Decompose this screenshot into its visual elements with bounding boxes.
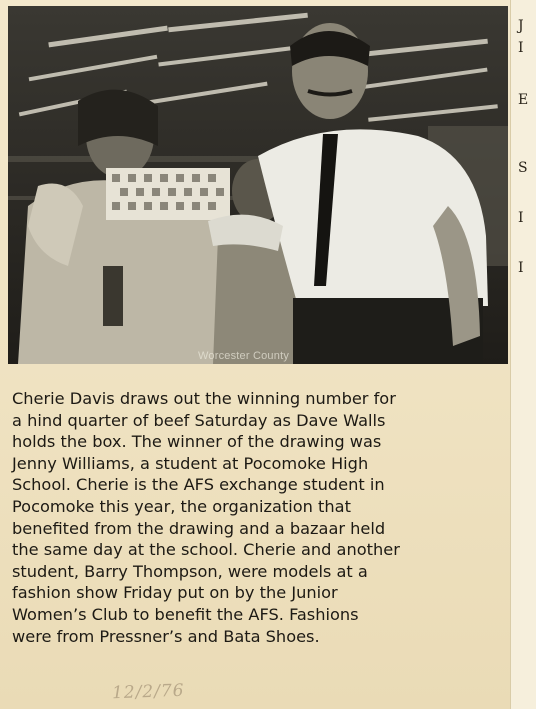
margin-fragment: S xyxy=(518,160,528,176)
caption-line: the same day at the school. Cherie and another xyxy=(12,540,400,560)
raffle-box xyxy=(106,168,230,220)
caption-line: holds the box. The winner of the drawing was xyxy=(12,432,382,452)
margin-fragment: J xyxy=(518,18,524,34)
photo-credit: Worcester County xyxy=(198,350,290,362)
margin-fragment: I xyxy=(518,260,524,276)
caption-line: were from Pressner’s and Bata Shoes. xyxy=(12,626,320,646)
handwritten-date: 12/2/76 xyxy=(111,680,185,704)
caption-line: School. Cherie is the AFS exchange student in xyxy=(12,475,385,495)
caption-line: Cherie Davis draws out the winning number for xyxy=(12,389,396,408)
caption-line: benefited from the drawing and a bazaar held xyxy=(12,518,386,538)
margin-fragment: I xyxy=(518,210,524,226)
caption-line: fashion show Friday put on by the Junior xyxy=(12,583,338,603)
caption-line: Women’s Club to benefit the AFS. Fashions xyxy=(12,604,359,624)
caption-line: Jenny Williams, a student at Pocomoke High xyxy=(12,453,369,473)
photo-caption xyxy=(12,388,522,647)
margin-fragment: E xyxy=(518,92,529,108)
caption-line: a hind quarter of beef Saturday as Dave Walls xyxy=(12,410,386,430)
margin-fragment: I xyxy=(518,40,524,56)
caption-line: student, Barry Thompson, were models at a xyxy=(12,561,368,581)
news-photo xyxy=(8,6,508,364)
photo-illustration xyxy=(8,6,508,364)
caption-line: Pocomoke this year, the organization that xyxy=(12,496,351,516)
